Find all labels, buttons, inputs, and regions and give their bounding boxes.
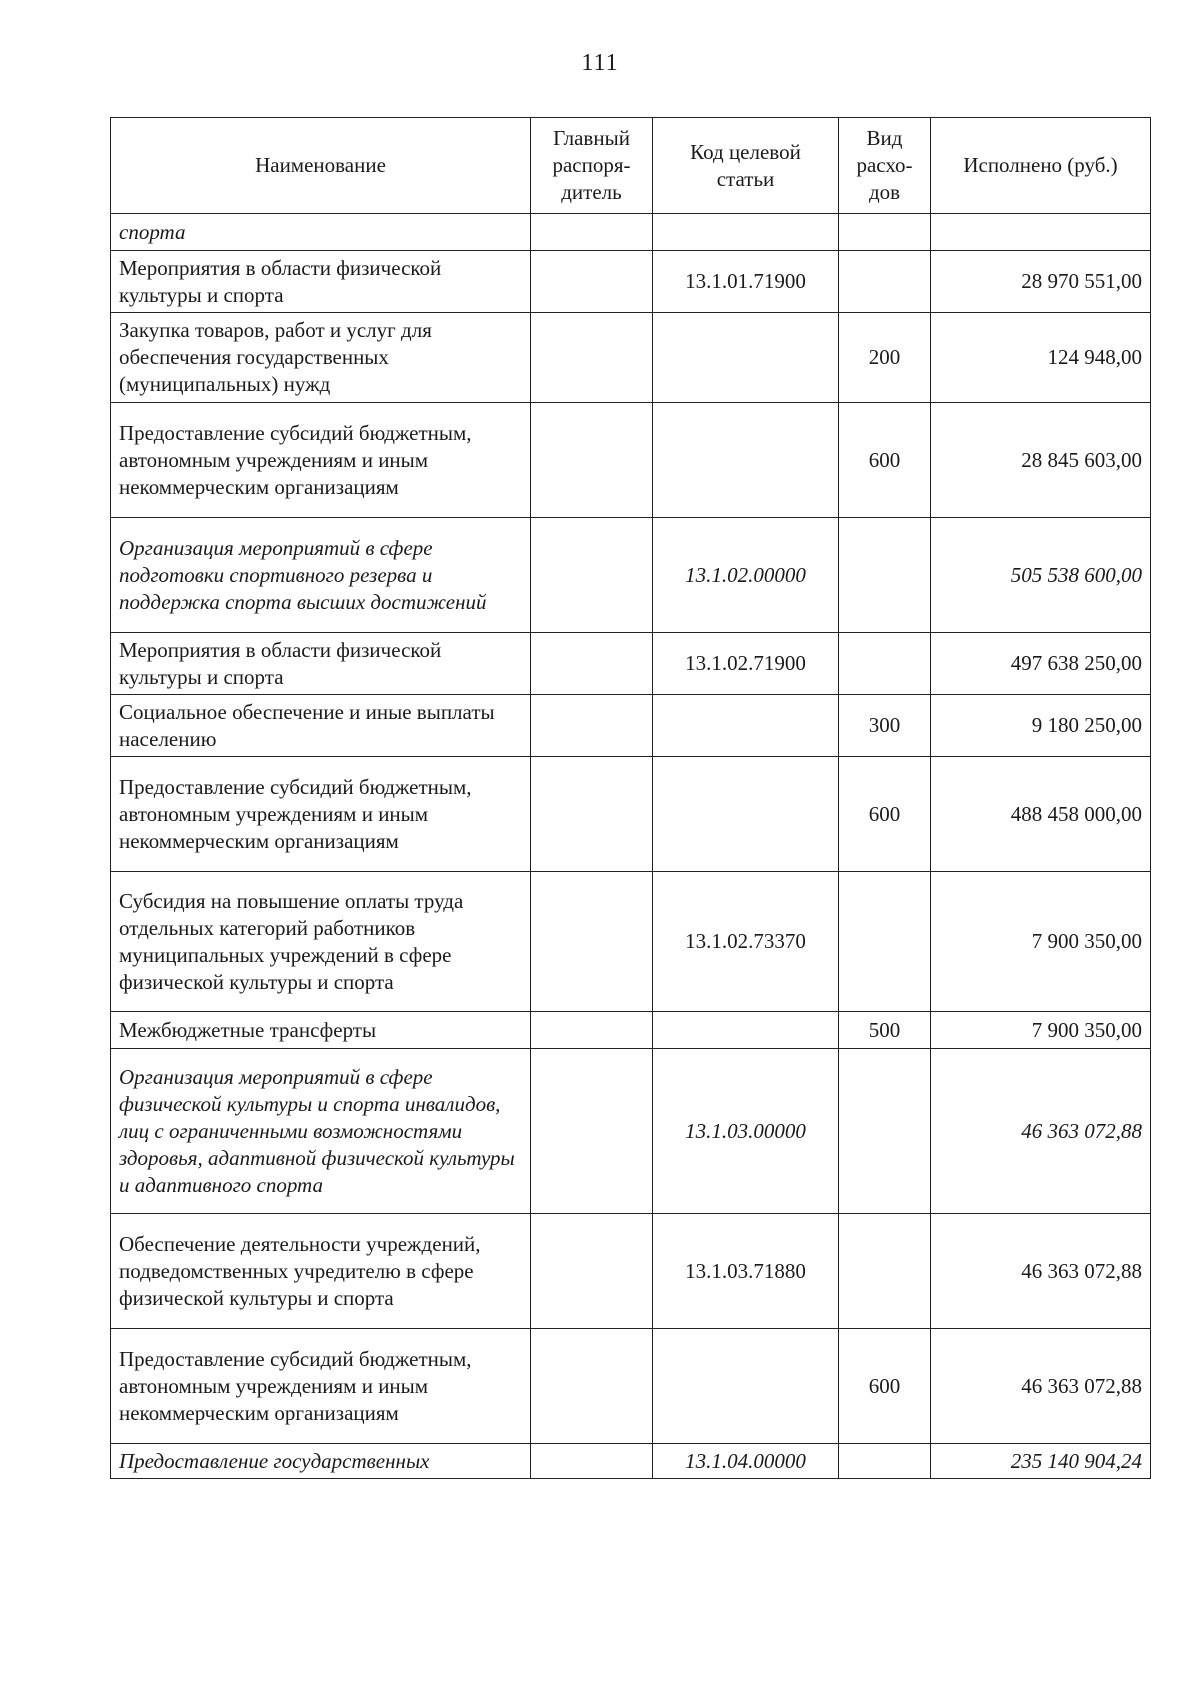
row-target-code: 13.1.04.00000 [653, 1444, 839, 1479]
header-name: Наименование [111, 118, 531, 214]
row-executed-sum: 28 845 603,00 [931, 403, 1151, 518]
row-name: Субсидия на повышение оплаты труда отдельных категорий работников муниципальных учреждений в сфере физической культуры и спорта [111, 872, 531, 1012]
row-expense-type: 300 [839, 695, 931, 757]
row-expense-type [839, 214, 931, 251]
row-name: Предоставление государственных [111, 1444, 531, 1479]
row-main-manager [531, 1444, 653, 1479]
row-expense-type [839, 872, 931, 1012]
row-target-code: 13.1.01.71900 [653, 251, 839, 313]
table-row [111, 1214, 1151, 1329]
row-main-manager [531, 313, 653, 403]
row-main-manager [531, 1214, 653, 1329]
row-name: спорта [111, 214, 531, 251]
page-number: 111 [581, 50, 619, 76]
row-name: Закупка товаров, работ и услуг для обеспечения государственных (муниципальных) нужд [111, 313, 531, 403]
row-executed-sum: 124 948,00 [931, 313, 1151, 403]
row-expense-type: 600 [839, 757, 931, 872]
row-executed-sum: 7 900 350,00 [931, 872, 1151, 1012]
table-row [111, 214, 1151, 251]
row-expense-type: 600 [839, 403, 931, 518]
row-main-manager [531, 1329, 653, 1444]
row-executed-sum: 497 638 250,00 [931, 633, 1151, 695]
row-main-manager [531, 757, 653, 872]
table-row [111, 633, 1151, 695]
row-name: Предоставление субсидий бюджетным, автономным учреждениям и иным некоммерческим организациям [111, 403, 531, 518]
table-row [111, 1012, 1151, 1049]
row-executed-sum: 235 140 904,24 [931, 1444, 1151, 1479]
row-name: Предоставление субсидий бюджетным, автономным учреждениям и иным некоммерческим организациям [111, 757, 531, 872]
row-expense-type [839, 1049, 931, 1214]
row-target-code: 13.1.03.71880 [653, 1214, 839, 1329]
row-target-code: 13.1.02.71900 [653, 633, 839, 695]
row-expense-type [839, 1214, 931, 1329]
row-main-manager [531, 872, 653, 1012]
row-target-code: 13.1.02.73370 [653, 872, 839, 1012]
table-row [111, 1049, 1151, 1214]
row-name: Организация мероприятий в сфере подготовки спортивного резерва и поддержка спорта высших достижений [111, 518, 531, 633]
row-target-code [653, 757, 839, 872]
row-executed-sum: 7 900 350,00 [931, 1012, 1151, 1049]
row-name: Организация мероприятий в сфере физической культуры и спорта инвалидов, лиц с ограниченными возможностями здоровья, адаптивной физической культуры и адаптивного спорта [111, 1049, 531, 1214]
row-target-code: 13.1.02.00000 [653, 518, 839, 633]
table-row [111, 757, 1151, 872]
table-row [111, 695, 1151, 757]
row-expense-type: 600 [839, 1329, 931, 1444]
row-main-manager [531, 695, 653, 757]
row-main-manager [531, 1012, 653, 1049]
table-row [111, 251, 1151, 313]
table-header-row [111, 118, 1151, 214]
row-name: Мероприятия в области физической культуры и спорта [111, 251, 531, 313]
row-target-code [653, 1329, 839, 1444]
row-expense-type: 500 [839, 1012, 931, 1049]
header-expense-type: Вид расхо-дов [839, 118, 931, 214]
table-row [111, 313, 1151, 403]
row-target-code [653, 313, 839, 403]
table-row [111, 403, 1151, 518]
table-row [111, 1329, 1151, 1444]
row-name: Обеспечение деятельности учреждений, подведомственных учредителю в сфере физической культуры и спорта [111, 1214, 531, 1329]
row-main-manager [531, 1049, 653, 1214]
table-row [111, 872, 1151, 1012]
row-name: Межбюджетные трансферты [111, 1012, 531, 1049]
row-main-manager [531, 251, 653, 313]
row-executed-sum: 28 970 551,00 [931, 251, 1151, 313]
header-main-manager: Главный распоря-дитель [531, 118, 653, 214]
row-target-code [653, 214, 839, 251]
row-name: Мероприятия в области физической культуры и спорта [111, 633, 531, 695]
row-main-manager [531, 518, 653, 633]
table-row [111, 518, 1151, 633]
row-executed-sum: 46 363 072,88 [931, 1049, 1151, 1214]
row-executed-sum: 46 363 072,88 [931, 1329, 1151, 1444]
row-target-code [653, 695, 839, 757]
row-target-code [653, 1012, 839, 1049]
row-expense-type [839, 633, 931, 695]
row-executed-sum: 46 363 072,88 [931, 1214, 1151, 1329]
row-executed-sum: 9 180 250,00 [931, 695, 1151, 757]
table-body [111, 214, 1151, 1479]
row-main-manager [531, 214, 653, 251]
row-executed-sum [931, 214, 1151, 251]
row-executed-sum: 488 458 000,00 [931, 757, 1151, 872]
budget-table [110, 117, 1151, 1479]
row-name: Предоставление субсидий бюджетным, автономным учреждениям и иным некоммерческим организациям [111, 1329, 531, 1444]
row-target-code: 13.1.03.00000 [653, 1049, 839, 1214]
table-row [111, 1444, 1151, 1479]
row-name: Социальное обеспечение и иные выплаты населению [111, 695, 531, 757]
row-target-code [653, 403, 839, 518]
row-expense-type: 200 [839, 313, 931, 403]
row-executed-sum: 505 538 600,00 [931, 518, 1151, 633]
row-main-manager [531, 633, 653, 695]
row-expense-type [839, 1444, 931, 1479]
header-target-code: Код целевой статьи [653, 118, 839, 214]
row-expense-type [839, 518, 931, 633]
row-main-manager [531, 403, 653, 518]
row-expense-type [839, 251, 931, 313]
header-executed: Исполнено (руб.) [931, 118, 1151, 214]
